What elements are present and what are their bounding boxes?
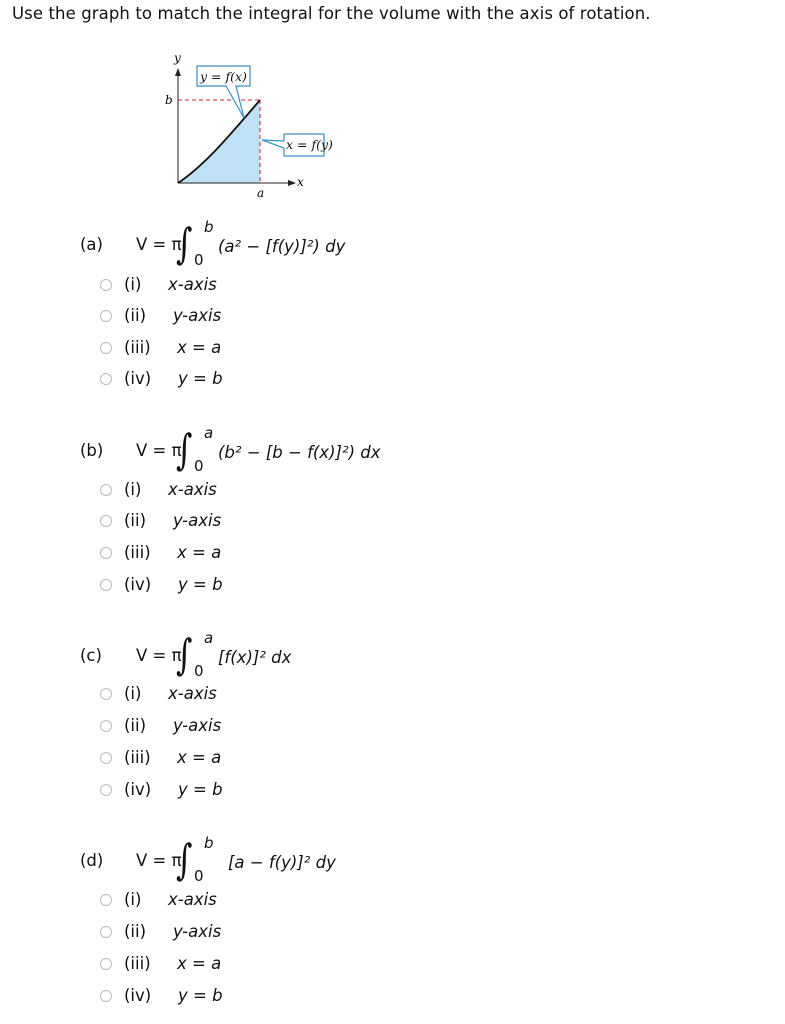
- lower-limit: 0: [194, 867, 204, 885]
- option-number: (iii): [124, 338, 151, 357]
- upper-limit: a: [204, 424, 214, 442]
- radio-button[interactable]: [100, 990, 112, 1002]
- option-value: x = a: [177, 748, 222, 767]
- option-value: y = b: [178, 369, 223, 388]
- y-axis-arrow: [175, 68, 181, 76]
- radio-button[interactable]: [100, 784, 112, 796]
- option-value: x = a: [177, 338, 222, 357]
- option-value: x-axis: [168, 684, 217, 703]
- integral-sign: ∫: [176, 630, 193, 679]
- radio-button[interactable]: [100, 579, 112, 591]
- option-value: x-axis: [168, 275, 217, 294]
- option-number: (iii): [124, 954, 151, 973]
- option-number: (ii): [124, 306, 147, 325]
- integral-sign: ∫: [176, 425, 193, 474]
- part-label: (c): [80, 646, 102, 665]
- option-value: y = b: [178, 986, 223, 1005]
- callout-right-text: x = f(y): [286, 137, 333, 152]
- integrand: [a − f(y)]² dy: [228, 853, 336, 872]
- option-number: (i): [124, 480, 142, 499]
- option-number: (iv): [124, 369, 152, 388]
- part-label: (b): [80, 441, 104, 460]
- radio-button[interactable]: [100, 547, 112, 559]
- option-value: y-axis: [173, 511, 222, 530]
- option-value: y = b: [178, 780, 223, 799]
- option-value: y-axis: [173, 716, 222, 735]
- integral-sign: ∫: [176, 219, 193, 268]
- option-value: x = a: [177, 954, 222, 973]
- radio-button[interactable]: [100, 720, 112, 732]
- a-label: a: [257, 186, 265, 200]
- region-graph: [0, 0, 785, 210]
- x-axis-arrow: [288, 180, 296, 186]
- x-label: x: [297, 175, 304, 189]
- option-value: x-axis: [168, 480, 217, 499]
- integrand: [f(x)]² dx: [218, 648, 292, 667]
- integrand: (a² − [f(y)]²) dy: [218, 237, 346, 256]
- option-number: (i): [124, 684, 142, 703]
- integrand: (b² − [b − f(x)]²) dx: [218, 443, 381, 462]
- radio-button[interactable]: [100, 279, 112, 291]
- y-label: y: [174, 51, 181, 65]
- option-number: (iv): [124, 575, 152, 594]
- volume-label: V = π: [136, 646, 182, 665]
- shaded-region: [178, 100, 260, 183]
- option-number: (ii): [124, 511, 147, 530]
- upper-limit: b: [204, 218, 214, 236]
- radio-button[interactable]: [100, 894, 112, 906]
- option-number: (iv): [124, 780, 152, 799]
- volume-label: V = π: [136, 441, 182, 460]
- upper-limit: b: [204, 834, 214, 852]
- radio-button[interactable]: [100, 958, 112, 970]
- option-number: (iii): [124, 748, 151, 767]
- volume-label: V = π: [136, 851, 182, 870]
- option-number: (i): [124, 890, 142, 909]
- part-label: (d): [80, 851, 104, 870]
- lower-limit: 0: [194, 251, 204, 269]
- option-number: (i): [124, 275, 142, 294]
- integral-sign: ∫: [176, 835, 193, 884]
- option-value: y = b: [178, 575, 223, 594]
- radio-button[interactable]: [100, 373, 112, 385]
- option-value: y-axis: [173, 306, 222, 325]
- upper-limit: a: [204, 629, 214, 647]
- radio-button[interactable]: [100, 342, 112, 354]
- radio-button[interactable]: [100, 688, 112, 700]
- volume-label: V = π: [136, 235, 182, 254]
- option-value: x = a: [177, 543, 222, 562]
- lower-limit: 0: [194, 457, 204, 475]
- option-number: (ii): [124, 922, 147, 941]
- radio-button[interactable]: [100, 310, 112, 322]
- b-label: b: [165, 93, 173, 107]
- callout-top-text: y = f(x): [200, 69, 247, 84]
- lower-limit: 0: [194, 662, 204, 680]
- option-number: (ii): [124, 716, 147, 735]
- part-label: (a): [80, 235, 103, 254]
- radio-button[interactable]: [100, 926, 112, 938]
- radio-button[interactable]: [100, 752, 112, 764]
- option-number: (iv): [124, 986, 152, 1005]
- question-text: Use the graph to match the integral for the volume with the axis of rotation.: [12, 4, 651, 23]
- option-value: x-axis: [168, 890, 217, 909]
- radio-button[interactable]: [100, 515, 112, 527]
- option-number: (iii): [124, 543, 151, 562]
- radio-button[interactable]: [100, 484, 112, 496]
- option-value: y-axis: [173, 922, 222, 941]
